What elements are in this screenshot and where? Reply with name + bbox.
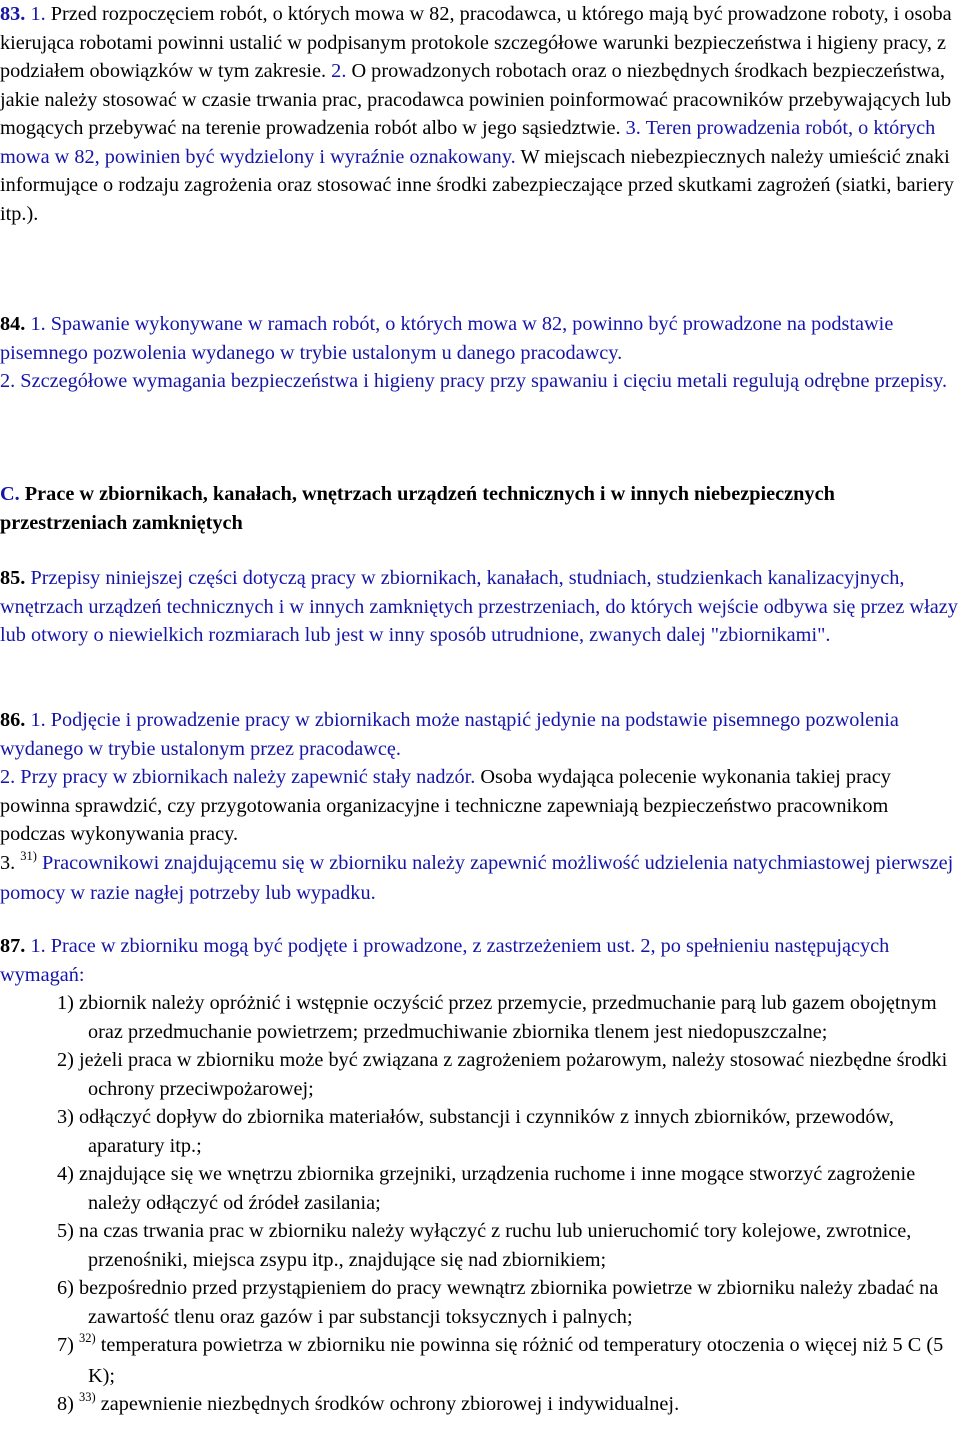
- clause-text: Przed rozpoczęciem robót, o których mowa w 82, pracodawca, u którego mają być prowadzone roboty, i osoba kierująca robotami powinni ustalić w podpisanym protokole szczegółowe warunki bezpieczeństwa i higieny pracy, z podziałem obowiązków w tym zakresie.: [0, 3, 952, 82]
- requirement-list: [0, 989, 958, 1421]
- list-item: [0, 1331, 958, 1390]
- section-85: [0, 564, 958, 650]
- section-letter: C.: [0, 483, 20, 505]
- item-text: odłączyć dopływ do zbiornika materiałów, substancji i czynników z innych zbiorników, przewodów, aparatury itp.;: [78, 1106, 894, 1157]
- clause-text: Podjęcie i prowadzenie pracy w zbiornikach może nastąpić jedynie na podstawie pisemnego pozwolenia wydanego w trybie ustalonym przez pracodawcę.: [0, 709, 899, 760]
- clause-text: W miejscach niebezpiecznych należy umieścić znaki informujące o rodzaju zagrożenia oraz stosować inne środki zabezpieczające przed skutkami zagrożeń (siatki, bariery itp.).: [0, 145, 954, 225]
- section-title: Prace w zbiornikach, kanałach, wnętrzach urządzeń technicznych i w innych niebezpiecznych przestrzeniach zamkniętych: [0, 483, 835, 534]
- clause-number: 3.: [625, 117, 641, 139]
- footnote-ref: 33): [78, 1390, 96, 1404]
- clause-text: Przy pracy w zbiornikach należy zapewnić stały nadzór.: [20, 766, 476, 788]
- clause-number: 3.: [0, 851, 16, 874]
- clause-text: Przepisy niniejszej części dotyczą pracy w zbiornikach, kanałach, studniach, studzienkach kanalizacyjnych, wnętrzach urządzeń technicznych i w innych zamkniętych przestrzeniach, do których wejście odbywa się przez włazy lub otwory o niewielkich rozmiarach lub jest w inny sposób utrudnione, zwanych dalej "zbiornikami".: [0, 567, 958, 646]
- section-87-intro: [0, 932, 958, 989]
- section-84: [0, 310, 958, 396]
- footnote-ref: 32): [78, 1331, 96, 1345]
- clause-text: O prowadzonych robotach oraz o niezbędnych środkach bezpieczeństwa, jakie należy stosować w czasie trwania prac, pracodawca powinien poinformować pracowników przebywających lub mogących przebywać na terenie prowadzenia robót albo w jego sąsiedztwie.: [0, 60, 952, 139]
- item-number: 7): [57, 1334, 74, 1356]
- item-text: jeżeli praca w zbiorniku może być związana z zagrożeniem pożarowym, należy stosować niezbędne środki ochrony przeciwpożarowej;: [78, 1049, 948, 1100]
- clause-number: 2.: [331, 60, 347, 82]
- list-item: [0, 1046, 958, 1103]
- clause-number: 1.: [30, 313, 46, 335]
- item-text: zapewnienie niezbędnych środków ochrony zbiorowej i indywidualnej.: [100, 1393, 680, 1415]
- paragraph-number: 85.: [0, 567, 26, 589]
- clause-number: 1.: [30, 935, 46, 957]
- clause-text: Osoba wydająca polecenie wykonania takiej pracy powinna sprawdzić, czy przygotowania organizacyjne i techniczne zapewniają bezpieczeństwo pracownikom podczas wykonywania pracy.: [0, 766, 891, 845]
- list-item: [0, 1103, 958, 1160]
- paragraph-number: 83.: [0, 3, 26, 25]
- item-number: 4): [57, 1163, 74, 1185]
- item-number: 1): [57, 992, 74, 1014]
- list-item: [0, 1160, 958, 1217]
- item-number: 6): [57, 1277, 74, 1299]
- clause-text: Szczegółowe wymagania bezpieczeństwa i higieny pracy przy spawaniu i cięciu metali regulują odrębne przepisy.: [20, 370, 948, 392]
- item-text: temperatura powietrza w zbiorniku nie powinna się różnić od temperatury otoczenia o więcej niż 5 C (5 K);: [88, 1334, 944, 1387]
- list-item: [0, 1217, 958, 1274]
- clause-number: 1.: [30, 3, 46, 25]
- clause-text: Teren prowadzenia robót, o których mowa w 82, powinien być wydzielony i wyraźnie oznakowany.: [0, 117, 936, 168]
- item-number: 2): [57, 1049, 74, 1071]
- list-item: [0, 1390, 958, 1421]
- item-number: 5): [57, 1220, 74, 1242]
- clause-number: 2.: [0, 370, 16, 392]
- list-item: [0, 989, 958, 1046]
- clause-text: Spawanie wykonywane w ramach robót, o których mowa w 82, powinno być prowadzone na podstawie pisemnego pozwolenia wydanego w trybie ustalonym u danego pracodawcy.: [0, 313, 894, 364]
- item-text: bezpośrednio przed przystąpieniem do pracy wewnątrz zbiornika powietrze w zbiorniku należy zbadać na zawartość tlenu oraz gazów i par substancji toksycznych i palnych;: [78, 1277, 939, 1328]
- section-c-heading: [0, 480, 958, 537]
- clause-number: 2.: [0, 766, 16, 788]
- paragraph-number: 87.: [0, 935, 26, 957]
- item-text: zbiornik należy opróżnić i wstępnie oczyścić przez przemycie, przedmuchanie parą lub gazem obojętnym oraz przedmuchanie powietrzem; przedmuchiwanie zbiornika tlenem jest niedopuszczalne;: [78, 992, 937, 1043]
- section-83: [0, 0, 958, 228]
- paragraph-number: 84.: [0, 313, 26, 335]
- section-87: [0, 932, 958, 1421]
- item-text: na czas trwania prac w zbiorniku należy wyłączyć z ruchu lub unieruchomić tory kolejowe, zwrotnice, przenośniki, miejsca zsypu itp., znajdujące się nad zbiornikiem;: [78, 1220, 912, 1271]
- paragraph-number: 86.: [0, 709, 26, 731]
- item-number: 3): [57, 1106, 74, 1128]
- list-item: [0, 1274, 958, 1331]
- section-86: [0, 706, 958, 908]
- clause-text: Pracownikowi znajdującemu się w zbiorniku należy zapewnić możliwość udzielenia natychmiastowej pierwszej pomocy w razie nagłej potrzeby lub wypadku.: [0, 851, 954, 904]
- clause-number: 1.: [30, 709, 46, 731]
- item-number: 8): [57, 1393, 74, 1415]
- footnote-ref: 31): [20, 848, 37, 863]
- clause-text: Prace w zbiorniku mogą być podjęte i prowadzone, z zastrzeżeniem ust. 2, po spełnieniu następujących wymagań:: [0, 935, 890, 986]
- item-text: znajdujące się we wnętrzu zbiornika grzejniki, urządzenia ruchome i inne mogące stworzyć zagrożenie należy odłączyć od źródeł zasilania;: [78, 1163, 916, 1214]
